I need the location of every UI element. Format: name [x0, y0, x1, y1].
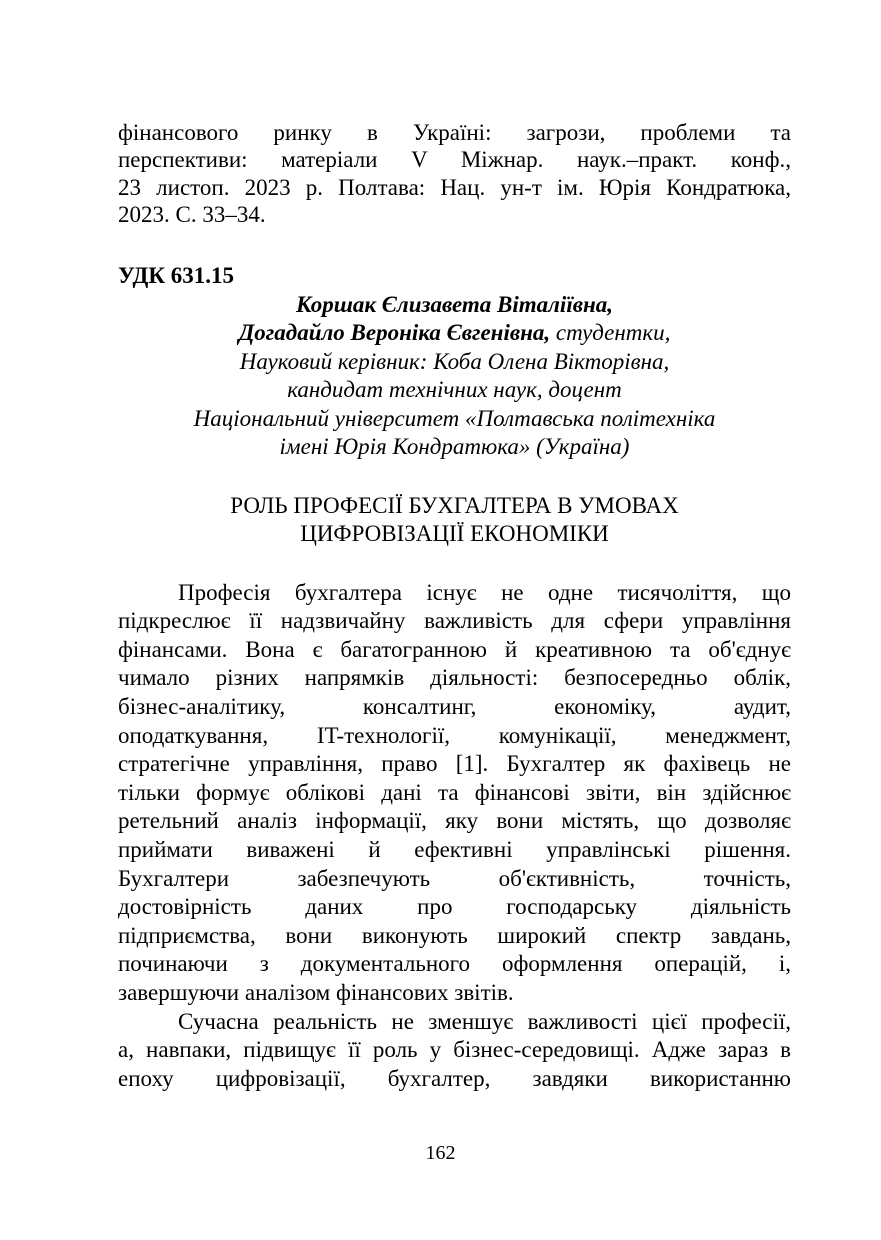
p1-line-8: тільки формує облікові дані та фінансові звіти, він здійснює — [118, 780, 791, 805]
p1-line-11: Бухгалтери забезпечують об'єктивність, точність, — [118, 866, 791, 891]
p2-line-2: а, навпаки, підвищує її роль у бізнес-середовищі. Адже зараз в — [118, 1037, 791, 1062]
p1-line-2: підкреслює її надзвичайну важливість для сфери управління — [118, 608, 791, 633]
university-line-1: Національний університет «Полтавська політехніка — [193, 406, 716, 431]
p1-line-13: підприємства, вони виконують широкий спектр завдань, — [118, 923, 791, 948]
p1-line-12: достовірність даних про господарську діяльність — [118, 894, 791, 919]
p1-line-4: чимало різних напрямків діяльності: безпосередньо облік, — [118, 665, 791, 690]
author-2: Догадайло Вероніка Євгенівна, — [238, 320, 551, 345]
supervisor: Науковий керівник: Коба Олена Вікторівна, — [239, 349, 670, 374]
p1-line-1: Професія бухгалтера існує не одне тисячоліття, що — [178, 580, 791, 605]
p1-line-15: завершуючи аналізом фінансових звітів. — [118, 980, 514, 1005]
p1-line-10: приймати виважені й ефективні управлінські рішення. — [118, 837, 791, 862]
author-1: Коршак Єлизавета Віталіївна, — [295, 292, 613, 317]
udc-code: УДК 631.15 — [118, 263, 235, 288]
p2-line-3: епоху цифровізації, бухгалтер, завдяки використанню — [118, 1066, 791, 1091]
reference-line-2: перспективи: матеріали V Міжнар. наук.–практ. конф., — [118, 147, 791, 172]
reference-line-1: фінансового ринку в Україні: загрози, проблеми та — [118, 120, 791, 145]
p1-line-3: фінансами. Вона є багатогранною й креативною та об'єднує — [118, 637, 791, 662]
supervisor-degree: кандидат технічних наук, доцент — [287, 377, 622, 402]
page-number: 162 — [425, 1142, 456, 1164]
author-2-role: студентки, — [550, 320, 671, 345]
p2-line-1: Сучасна реальність не зменшує важливості цієї професії, — [178, 1009, 791, 1034]
p1-line-7: стратегічне управління, право [1]. Бухгалтер як фахівець не — [118, 751, 791, 776]
p1-line-9: ретельний аналіз інформації, яку вони містять, що дозволяє — [118, 808, 791, 833]
reference-line-3: 23 листоп. 2023 р. Полтава: Нац. ун-т ім. Юрія Кондратюка, — [118, 175, 791, 200]
p1-line-14: починаючи з документального оформлення операцій, і, — [118, 951, 791, 976]
author-2-line — [118, 319, 791, 346]
article-title-line-2: ЦИФРОВІЗАЦІЇ ЕКОНОМІКИ — [300, 521, 609, 546]
p1-line-6: оподаткування, IT-технології, комунікації, менеджмент, — [118, 723, 791, 748]
reference-line-4: 2023. С. 33–34. — [118, 202, 266, 227]
article-title-line-1: РОЛЬ ПРОФЕСІЇ БУХГАЛТЕРА В УМОВАХ — [230, 493, 679, 518]
p1-line-5: бізнес-аналітику, консалтинг, економіку, аудит, — [118, 694, 791, 719]
university-line-2: імені Юрія Кондратюка» (Україна) — [279, 434, 630, 459]
